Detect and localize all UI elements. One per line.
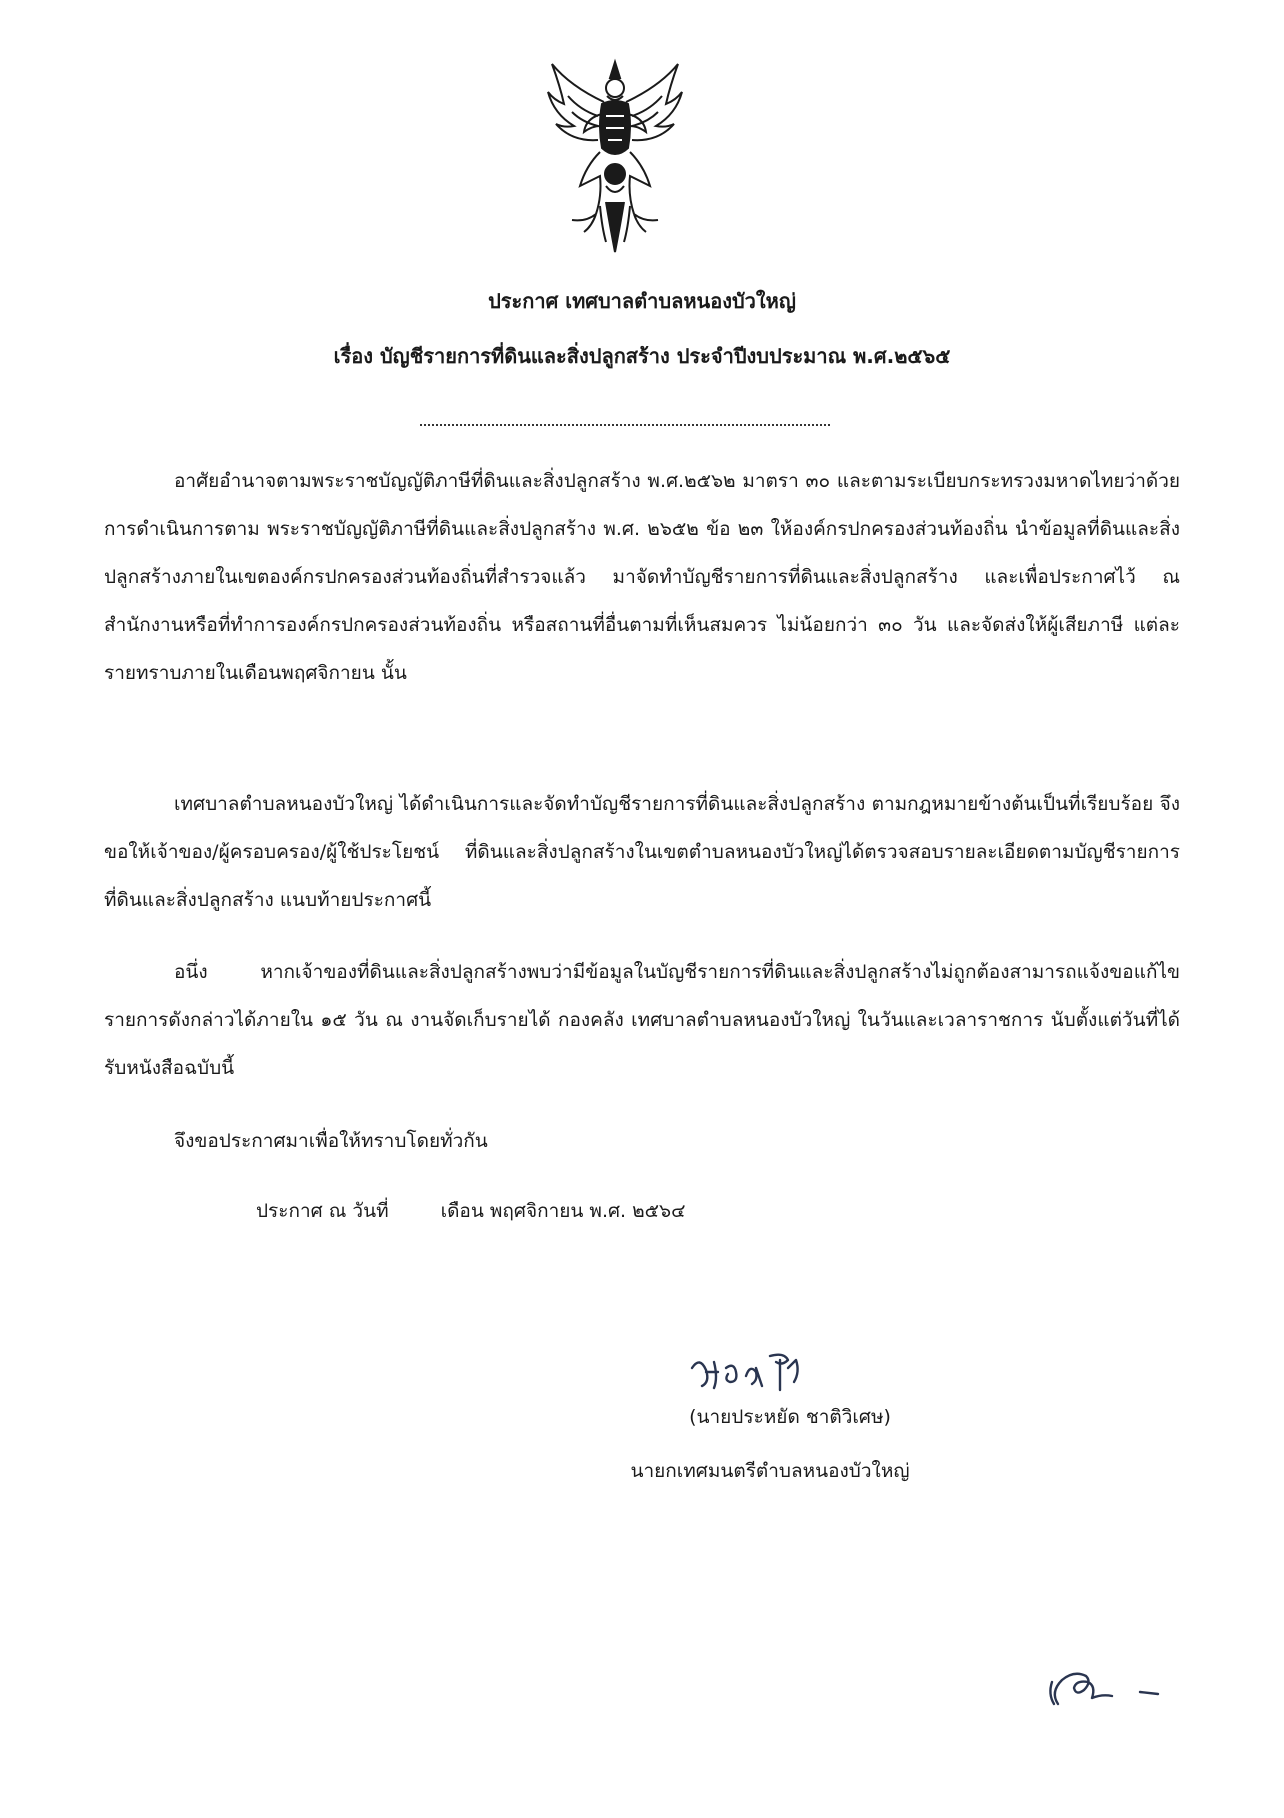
handwritten-initials-icon	[1040, 1652, 1170, 1712]
date-suffix: เดือน พฤศจิกายน พ.ศ. ๒๕๖๔	[440, 1200, 686, 1222]
paragraph-completion: เทศบาลตำบลหนองบัวใหญ่ ได้ดำเนินการและจัดทำบัญชีรายการที่ดินและสิ่งปลูกสร้าง ตามกฎหมายข้างต้นเป็นที่เรียบร้อย จึงขอให้เจ้าของ/ผู้ครอบครอง/ผู้ใช้ประโยชน์ ที่ดินและสิ่งปลูกสร้างในเขตตำบลหนองบัวใหญ่ได้ตรวจสอบรายละเอียดตามบัญชีรายการที่ดินและสิ่งปลูกสร้าง แนบท้ายประกาศนี้	[104, 793, 1180, 911]
paragraph-correction: อนึ่ง หากเจ้าของที่ดินและสิ่งปลูกสร้างพบว่ามีข้อมูลในบัญชีรายการที่ดินและสิ่งปลูกสร้างไม่ถูกต้องสามารถแจ้งขอแก้ไขรายการดังกล่าวได้ภายใน ๑๕ วัน ณ งานจัดเก็บรายได้ กองคลัง เทศบาลตำบลหนองบัวใหญ่ ในวันและเวลาราชการ นับตั้งแต่วันที่ได้รับหนังสือฉบับนี้	[104, 961, 1180, 1079]
announcement-subject: เรื่อง บัญชีรายการที่ดินและสิ่งปลูกสร้าง ประจำปีงบประมาณ พ.ศ.๒๕๖๕	[333, 344, 951, 368]
garuda-emblem-icon	[540, 56, 690, 256]
paragraph-authority: อาศัยอำนาจตามพระราชบัญญัติภาษีที่ดินและสิ่งปลูกสร้าง พ.ศ.๒๕๖๒ มาตรา ๓๐ และตามระเบียบกระทรวงมหาดไทยว่าด้วยการดำเนินการตาม พระราชบัญญัติภาษีที่ดินและสิ่งปลูกสร้าง พ.ศ. ๒๖๕๒ ข้อ ๒๓ ให้องค์กรปกครองส่วนท้องถิ่น นำข้อมูลที่ดินและสิ่งปลูกสร้างภายในเขตองค์กรปกครองส่วนท้องถิ่นที่สำรวจแล้ว มาจัดทำบัญชีรายการที่ดินและสิ่งปลูกสร้าง และเพื่อประกาศไว้ ณ สำนักงานหรือที่ทำการองค์กรปกครองส่วนท้องถิ่น หรือสถานที่อื่นตามที่เห็นสมควร ไม่น้อยกว่า ๓๐ วัน และจัดส่งให้ผู้เสียภาษี แต่ละรายทราบภายในเดือนพฤศจิกายน นั้น	[104, 470, 1180, 684]
signer-name: (นายประหยัด ชาติวิเศษ)	[689, 1406, 891, 1428]
handwritten-signature-icon	[684, 1342, 834, 1402]
closing-statement: จึงขอประกาศมาเพื่อให้ทราบโดยทั่วกัน	[174, 1130, 488, 1152]
divider	[420, 424, 830, 426]
announcement-title: ประกาศ เทศบาลตำบลหนองบัวใหญ่	[488, 289, 796, 313]
date-prefix: ประกาศ ณ วันที่	[256, 1200, 389, 1222]
signer-title: นายกเทศมนตรีตำบลหนองบัวใหญ่	[630, 1460, 910, 1482]
announcement-date	[256, 1196, 685, 1226]
